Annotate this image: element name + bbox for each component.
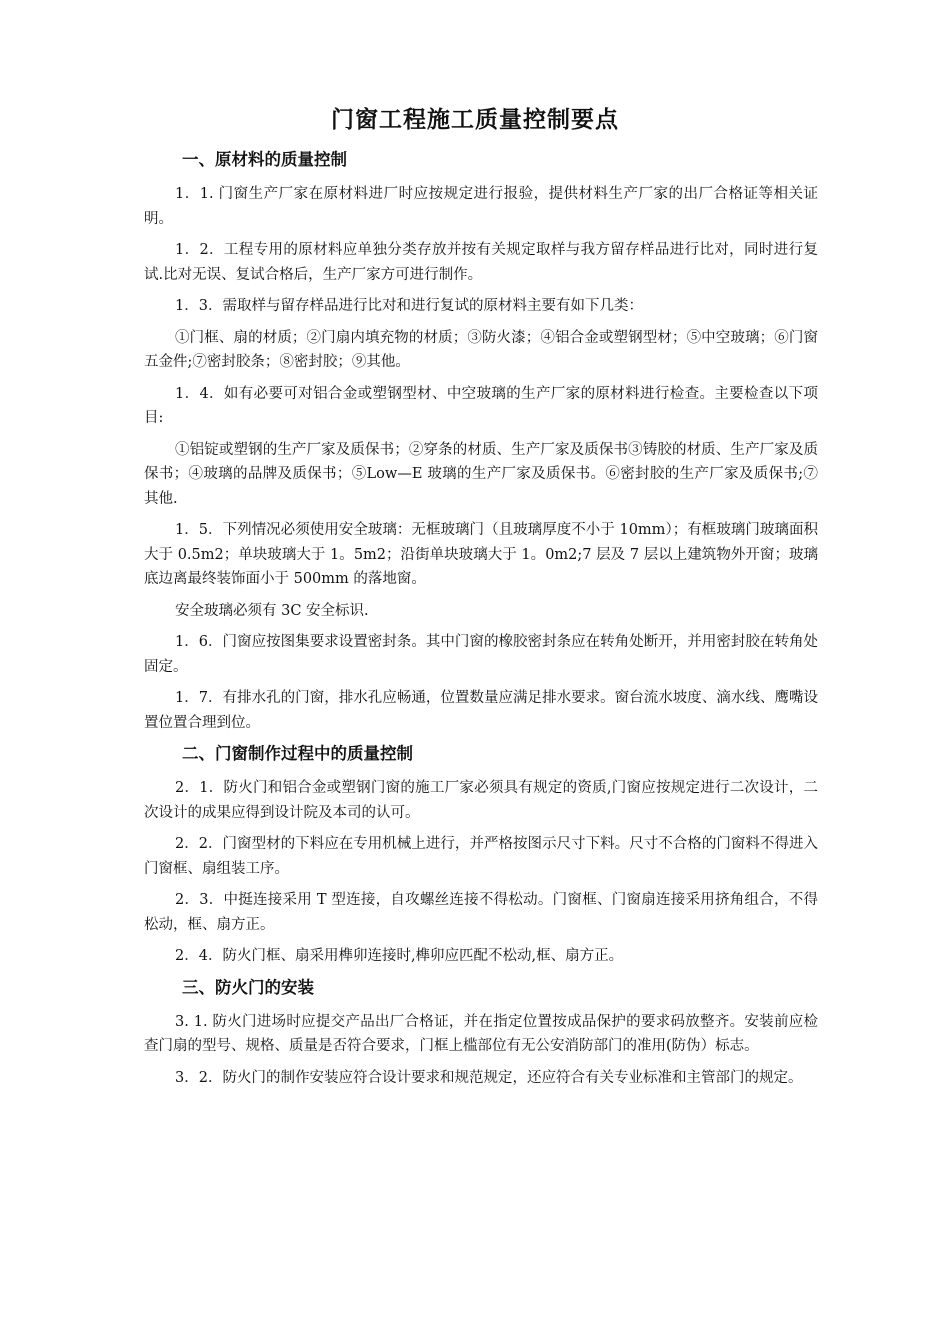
section-heading: 一、原材料的质量控制 bbox=[182, 150, 347, 169]
paragraph: 安全玻璃必须有 3C 安全标识. bbox=[175, 602, 369, 619]
paragraph: ①铝锭或塑钢的生产厂家及质保书；②穿条的材质、生产厂家及质保书③铸胶的材质、生产厂家及质保书；④玻璃的品牌及质保书；⑤Low—E 玻璃的生产厂家及质保书。⑥密封胶的生产厂家及质保书;⑦其他. bbox=[144, 441, 818, 507]
paragraph: 2．2．门窗型材的下料应在专用机械上进行，并严格按图示尺寸下料。尺寸不合格的门窗料不得进入门窗框、扇组装工序。 bbox=[144, 836, 818, 877]
section-fire-door-installation bbox=[144, 976, 818, 1091]
paragraph: 1．4．如有必要可对铝合金或塑钢型材、中空玻璃的生产厂家的原材料进行检查。主要检查以下项目: bbox=[144, 385, 818, 426]
paragraph: 1．1. 门窗生产厂家在原材料进厂时应按规定进行报验，提供材料生产厂家的出厂合格证等相关证明。 bbox=[144, 186, 818, 227]
document-title: 门窗工程施工质量控制要点 bbox=[331, 107, 619, 133]
section-heading: 二、门窗制作过程中的质量控制 bbox=[182, 744, 413, 763]
paragraph: 2．4．防火门框、扇采用榫卯连接时,榫卯应匹配不松动,框、扇方正。 bbox=[175, 948, 624, 964]
paragraph: 2．1．防火门和铝合金或塑钢门窗的施工厂家必须具有规定的资质,门窗应按规定进行二次设计，二次设计的成果应得到设计院及本司的认可。 bbox=[144, 780, 818, 821]
paragraph: 1．5．下列情况必须使用安全玻璃：无框玻璃门（且玻璃厚度不小于 10mm）；有框玻璃门玻璃面积大于 0.5m2；单块玻璃大于 1。5m2；沿街单块玻璃大于 1。0m2;7 层及 7 层以上建筑物外开窗；玻璃底边离最终装饰面小于 500mm 的落地窗。 bbox=[144, 522, 818, 587]
paragraph: 1．6．门窗应按图集要求设置密封条。其中门窗的橡胶密封条应在转角处断开，并用密封胶在转角处固定。 bbox=[144, 634, 818, 675]
paragraph: 3．2．防火门的制作安装应符合设计要求和规范规定，还应符合有关专业标准和主管部门的规定。 bbox=[175, 1069, 803, 1086]
paragraph: 1．7．有排水孔的门窗，排水孔应畅通，位置数量应满足排水要求。窗台流水坡度、滴水线、鹰嘴设置位置合理到位。 bbox=[144, 690, 818, 731]
paragraph: 2．3．中挺连接采用 T 型连接，自攻螺丝连接不得松动。门窗框、门窗扇连接采用挤角组合，不得松动，框、扇方正。 bbox=[144, 892, 818, 933]
paragraph: 1．3．需取样与留存样品进行比对和进行复试的原材料主要有如下几类： bbox=[175, 298, 643, 314]
section-raw-materials bbox=[144, 148, 818, 735]
paragraph: ①门框、扇的材质；②门扇内填充物的材质；③防火漆；④铝合金或塑钢型材；⑤中空玻璃；⑥门窗五金件;⑦密封胶条；⑧密封胶；⑨其他。 bbox=[144, 329, 818, 370]
paragraph: 1．2．工程专用的原材料应单独分类存放并按有关规定取样与我方留存样品进行比对，同时进行复试.比对无误、复试合格后，生产厂家方可进行制作。 bbox=[144, 242, 818, 283]
document-body bbox=[144, 148, 818, 1097]
section-heading: 三、防火门的安装 bbox=[182, 977, 314, 997]
paragraph: 3. 1. 防火门进场时应提交产品出厂合格证，并在指定位置按成品保护的要求码放整齐。安装前应检查门扇的型号、规格、质量是否符合要求，门框上槛部位有无公安消防部门的准用(防伪）标志。 bbox=[144, 1013, 818, 1054]
section-fabrication bbox=[144, 742, 818, 969]
